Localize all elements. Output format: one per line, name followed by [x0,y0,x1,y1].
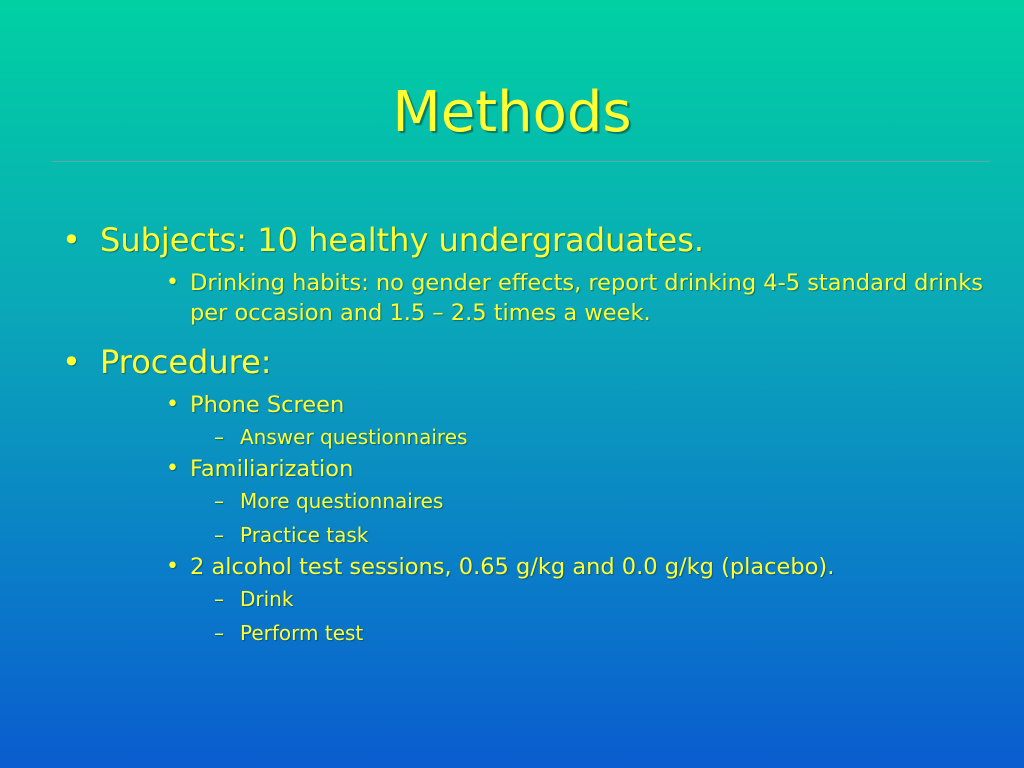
slide-title: Methods [392,80,632,145]
bullet-dot: • [166,456,179,481]
sub-sub-item-drink [60,582,990,616]
bullet-dot: • [166,392,179,417]
sub-bullet-text: Phone Screen [190,392,345,418]
dash-marker: – [214,489,224,513]
dash-marker: – [214,621,224,645]
sub-sub-item-answer-questionnaires [60,420,990,454]
bullet-subjects [60,216,990,264]
bullet-procedure [60,338,990,386]
sub-sub-item-more-questionnaires [60,484,990,518]
sub-sub-item-practice-task [60,518,990,552]
dash-marker: – [214,425,224,449]
bullet-text: Subjects: 10 healthy undergraduates. [100,221,705,259]
bullet-dot: • [62,343,81,381]
sub-sub-item-text: Practice task [240,523,369,547]
dash-marker: – [214,587,224,611]
dash-marker: – [214,523,224,547]
bullet-list [60,216,990,650]
sub-sub-item-text: More questionnaires [240,489,444,513]
sub-bullet-text: Familiarization [190,456,354,482]
bullet-dot: • [166,554,179,579]
sub-sub-item-perform-test [60,616,990,650]
sub-sub-item-text: Drink [240,587,294,611]
sub-sub-item-text: Perform test [240,621,364,645]
title-divider [52,161,990,162]
sub-bullet-text: Drinking habits: no gender effects, report drinking 4-5 standard drinks per occasion and 1.5 – 2.5 times a week. [190,270,983,326]
bullet-text: Procedure: [100,343,272,381]
sub-bullet-familiarization [60,454,990,484]
sub-bullet-text: 2 alcohol test sessions, 0.65 g/kg and 0.0 g/kg (placebo). [190,554,835,580]
sub-bullet-phone-screen [60,390,990,420]
sub-bullet-alcohol-test-sessions [60,552,990,582]
sub-sub-item-text: Answer questionnaires [240,425,468,449]
sub-bullet-drinking-habits [60,268,990,328]
bullet-dot: • [62,221,81,259]
bullet-dot: • [166,270,179,295]
